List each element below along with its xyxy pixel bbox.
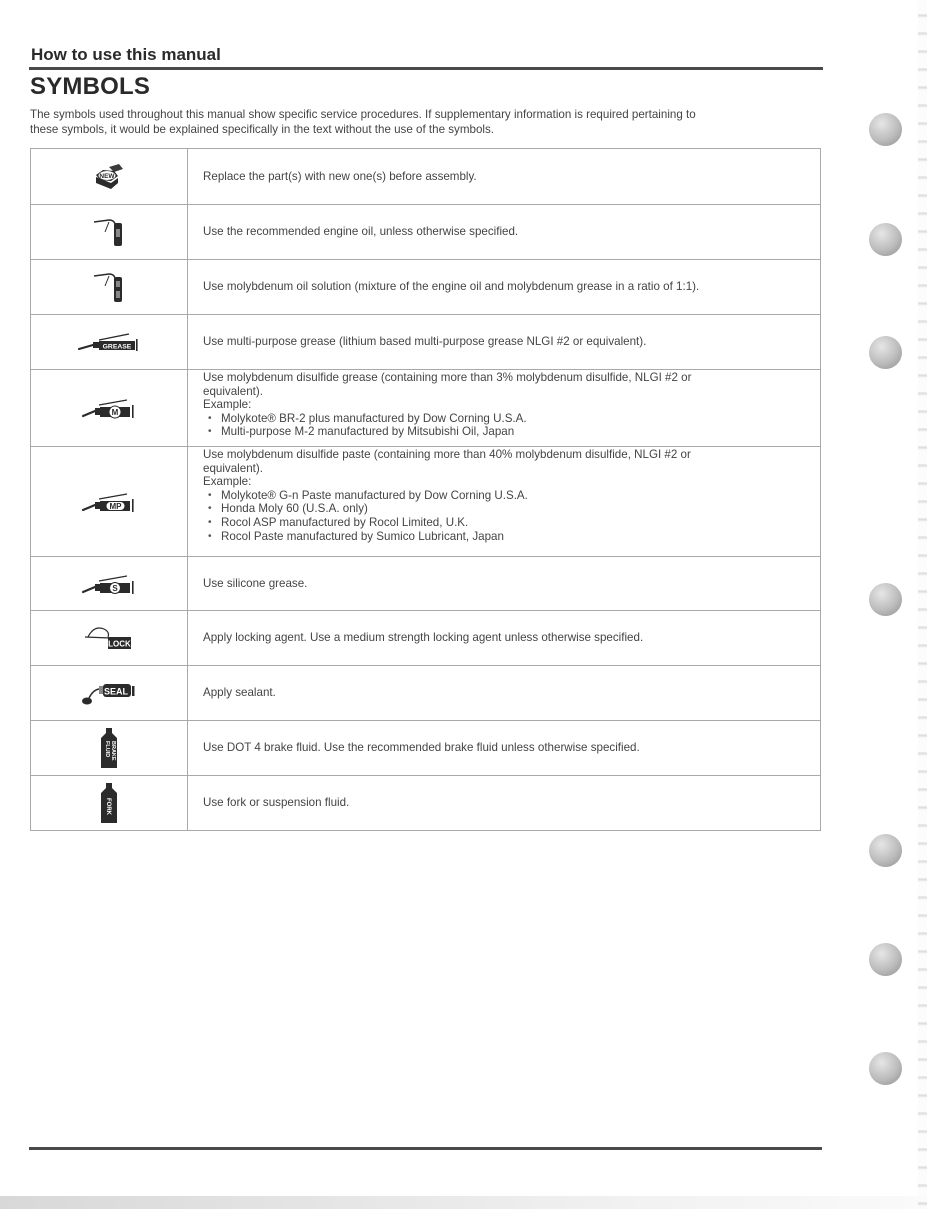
text-cell [188,315,820,369]
page-bottom-shadow [0,1196,927,1209]
icon-cell [31,260,188,314]
symbol-description: equivalent). [203,461,263,475]
text-cell [188,205,820,259]
svg-text:FLUID: FLUID [104,741,110,758]
sealant-tube-icon [81,680,137,706]
table-row [31,149,820,204]
example-item: • Multi-purpose M-2 manufactured by Mitsubishi Oil, Japan [203,425,810,439]
locking-agent-icon [84,625,134,651]
text-cell [188,611,820,665]
symbol-description: Use molybdenum disulfide grease (containing more than 3% molybdenum disulfide, NLGI #2 or [203,371,692,384]
page-edge [918,0,927,1209]
icon-cell [31,370,188,446]
icon-cell [31,611,188,665]
grease-gun-icon [77,332,141,352]
svg-text:LOCK: LOCK [108,639,131,649]
symbols-table [30,148,821,831]
page-heading: SYMBOLS [30,73,151,100]
icon-cell [31,447,188,556]
symbol-description: equivalent). [203,384,263,398]
svg-text:BRAKE: BRAKE [110,741,116,761]
brake-fluid-bottle-icon [99,727,119,769]
example-item: • Rocol Paste manufactured by Sumico Lubricant, Japan [203,530,810,544]
icon-cell [31,666,188,720]
example-list [203,412,810,439]
new-part-icon [92,163,126,191]
symbol-description: Replace the part(s) with new one(s) before assembly. [203,169,477,183]
svg-text:MP: MP [109,501,122,511]
text-cell [188,370,820,446]
intro-line: these symbols, it would be explained specifically in the text without the use of the symbols. [30,122,494,136]
moly-grease-gun-icon [81,397,137,419]
symbol-description: Use molybdenum oil solution (mixture of the engine oil and molybdenum grease in a ratio of 1:1). [203,280,700,294]
icon-cell [31,557,188,610]
example-list [203,489,810,543]
example-item: • Molykote® BR-2 plus manufactured by Dow Corning U.S.A. [203,412,810,426]
symbol-description: Apply locking agent. Use a medium strength locking agent unless otherwise specified. [203,631,644,645]
icon-cell [31,315,188,369]
text-cell [188,721,820,775]
symbol-description: Use multi-purpose grease (lithium based multi-purpose grease NLGI #2 or equivalent). [203,335,647,349]
example-item: • Molykote® G-n Paste manufactured by Dow Corning U.S.A. [203,489,810,503]
table-row [31,446,820,556]
symbol-description: Use DOT 4 brake fluid. Use the recommended brake fluid unless otherwise specified. [203,741,640,755]
moly-paste-gun-icon [81,491,137,513]
binder-hole-icon [869,834,902,867]
binder-hole-icon [869,583,902,616]
symbol-description: Apply sealant. [203,686,276,700]
table-row [31,775,820,830]
example-item: • Rocol ASP manufactured by Rocol Limited, U.K. [203,516,810,530]
table-row [31,314,820,369]
binder-hole-icon [869,223,902,256]
svg-text:GREASE: GREASE [102,343,132,351]
symbol-description: Use silicone grease. [203,576,308,590]
text-cell [188,447,820,556]
intro-line: The symbols used throughout this manual show specific service procedures. If supplementary information is required pertaining to [30,108,696,121]
table-row [31,720,820,775]
text-cell [188,149,820,204]
table-row [31,204,820,259]
example-label: Example: [203,475,252,489]
binder-hole-icon [869,336,902,369]
bottom-rule [29,1147,822,1150]
intro-paragraph [30,108,830,137]
svg-text:SEAL: SEAL [103,686,129,697]
binder-hole-icon [869,1052,902,1085]
symbol-description: Use the recommended engine oil, unless otherwise specified. [203,225,519,239]
svg-text:FORK: FORK [105,798,111,815]
icon-cell [31,721,188,775]
table-row [31,259,820,314]
svg-text:M: M [111,408,119,417]
text-cell [188,776,820,830]
top-rule [29,67,823,70]
symbol-description: Use molybdenum disulfide paste (containing more than 40% molybdenum disulfide, NLGI #2 or [203,448,691,461]
symbol-description: Use fork or suspension fluid. [203,796,350,810]
example-item: • Honda Moly 60 (U.S.A. only) [203,502,810,516]
text-cell [188,666,820,720]
table-row [31,610,820,665]
icon-cell [31,205,188,259]
binder-hole-icon [869,113,902,146]
fork-fluid-bottle-icon [99,782,119,824]
icon-cell [31,776,188,830]
text-cell [188,260,820,314]
svg-text:NEW: NEW [99,172,115,180]
silicone-grease-gun-icon [81,573,137,595]
svg-text:S: S [112,583,118,593]
table-row [31,665,820,720]
icon-cell [31,149,188,204]
molybdenum-oil-can-icon [92,270,126,304]
text-cell [188,557,820,610]
engine-oil-can-icon [92,216,126,248]
table-row [31,369,820,446]
table-row [31,556,820,610]
binder-hole-icon [869,943,902,976]
section-title: How to use this manual [31,45,221,64]
example-label: Example: [203,398,252,412]
